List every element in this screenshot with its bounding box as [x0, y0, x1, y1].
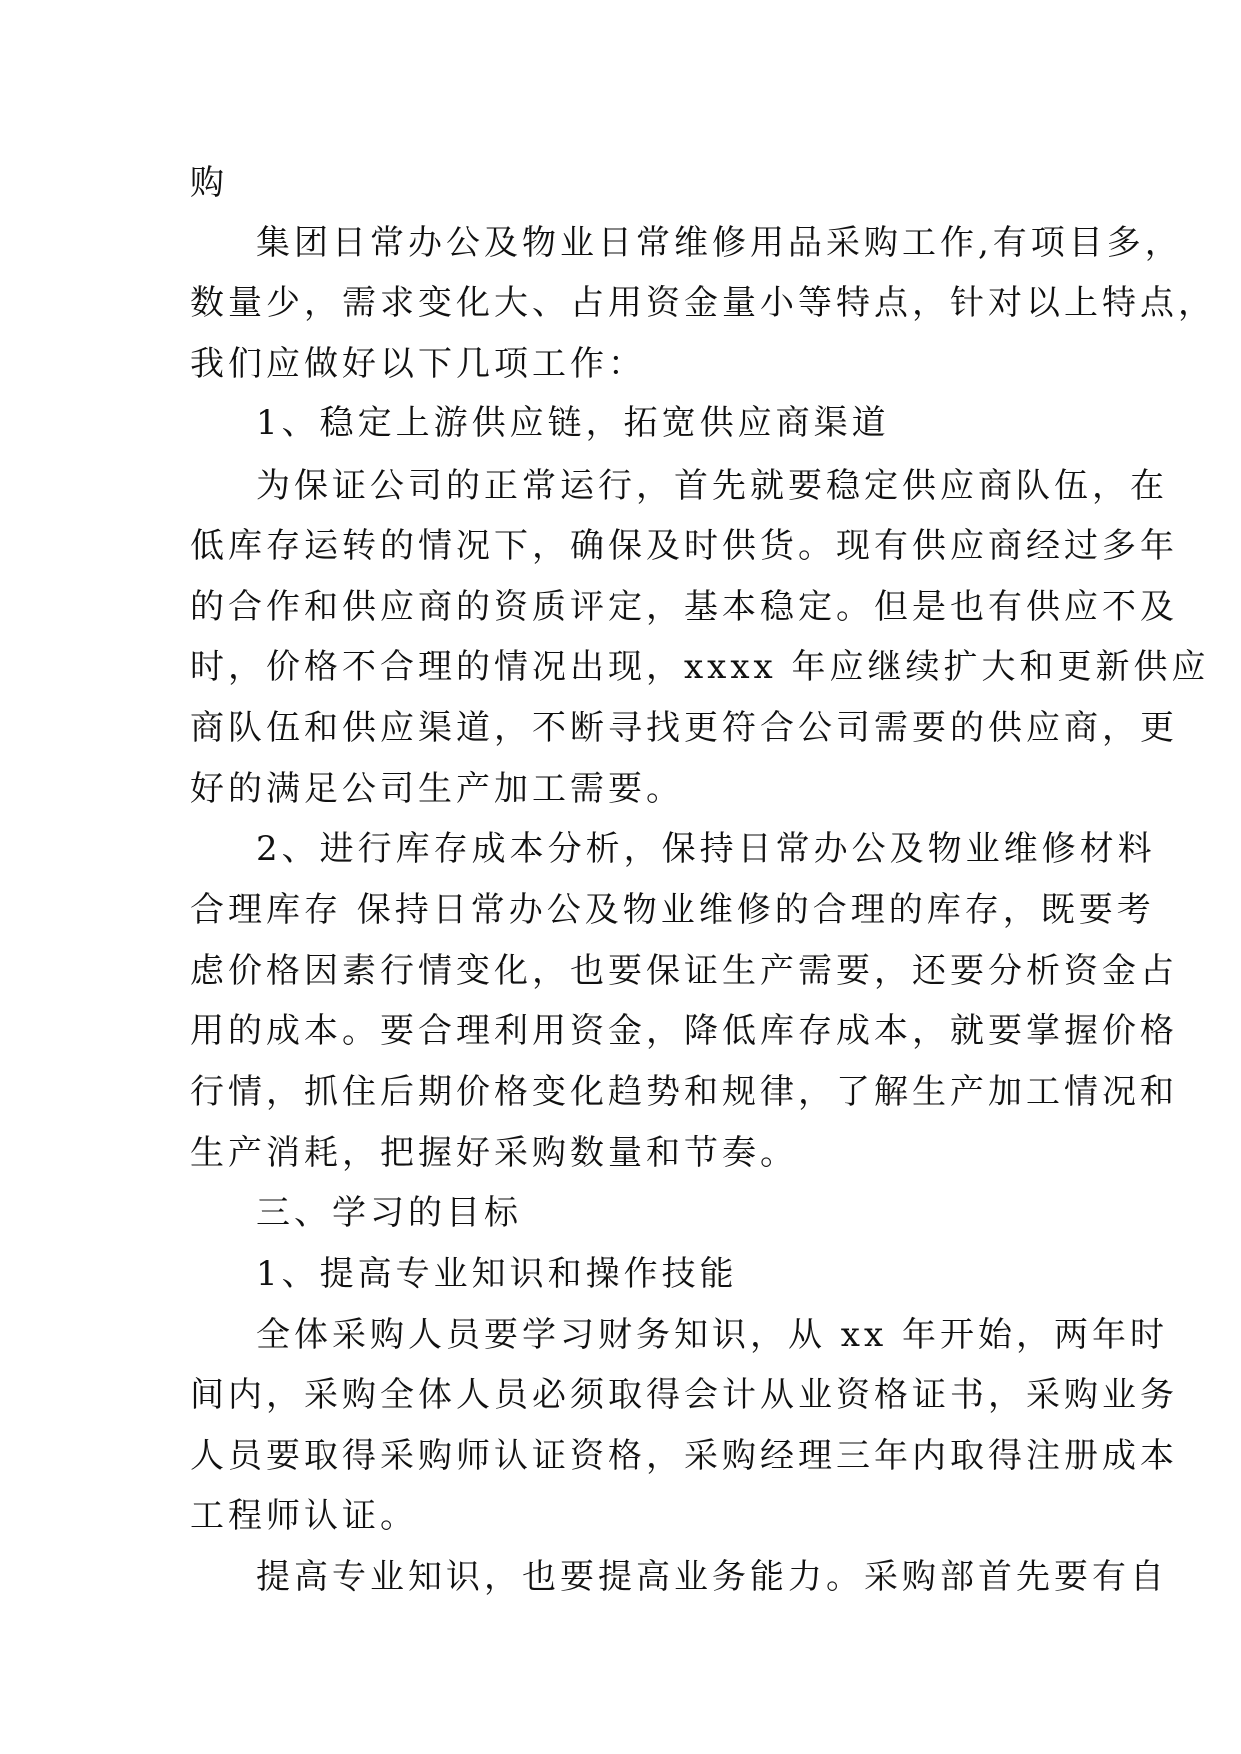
text-line: 工程师认证。	[190, 1496, 418, 1536]
text-line: 集团日常办公及物业日常维修用品采购工作,有项目多，	[256, 223, 1183, 263]
text-line: 虑价格因素行情变化，也要保证生产需要，还要分析资金占	[190, 951, 1178, 991]
text-line: 全体采购人员要学习财务知识，从 xx 年开始，两年时	[256, 1315, 1168, 1355]
text-line: 购	[190, 163, 228, 203]
text-line: 生产消耗，把握好采购数量和节奏。	[190, 1133, 798, 1173]
text-line: 间内，采购全体人员必须取得会计从业资格证书，采购业务	[190, 1375, 1178, 1415]
text-line: 2、进行库存成本分析，保持日常办公及物业维修材料	[256, 829, 1156, 869]
text-line: 三、学习的目标	[256, 1193, 522, 1233]
text-line: 数量少，需求变化大、占用资金量小等特点，针对以上特点，	[190, 283, 1216, 323]
text-line: 好的满足公司生产加工需要。	[190, 769, 684, 809]
text-line: 行情，抓住后期价格变化趋势和规律，了解生产加工情况和	[190, 1072, 1178, 1112]
text-line: 为保证公司的正常运行，首先就要稳定供应商队伍，在	[256, 466, 1168, 506]
text-line: 合理库存 保持日常办公及物业维修的合理的库存，既要考	[190, 890, 1155, 930]
text-line: 人员要取得采购师认证资格，采购经理三年内取得注册成本	[190, 1436, 1178, 1476]
text-line: 1、提高专业知识和操作技能	[256, 1254, 738, 1294]
text-line: 用的成本。要合理利用资金，降低库存成本，就要掌握价格	[190, 1011, 1178, 1051]
text-line: 提高专业知识，也要提高业务能力。采购部首先要有自	[256, 1557, 1168, 1597]
text-line: 1、稳定上游供应链，拓宽供应商渠道	[256, 403, 890, 443]
text-line: 我们应做好以下几项工作：	[190, 344, 646, 384]
text-line: 的合作和供应商的资质评定，基本稳定。但是也有供应不及	[190, 587, 1178, 627]
text-line: 商队伍和供应渠道，不断寻找更符合公司需要的供应商，更	[190, 708, 1178, 748]
text-line: 低库存运转的情况下，确保及时供货。现有供应商经过多年	[190, 526, 1178, 566]
text-line: 时，价格不合理的情况出现，xxxx 年应继续扩大和更新供应	[190, 647, 1210, 687]
